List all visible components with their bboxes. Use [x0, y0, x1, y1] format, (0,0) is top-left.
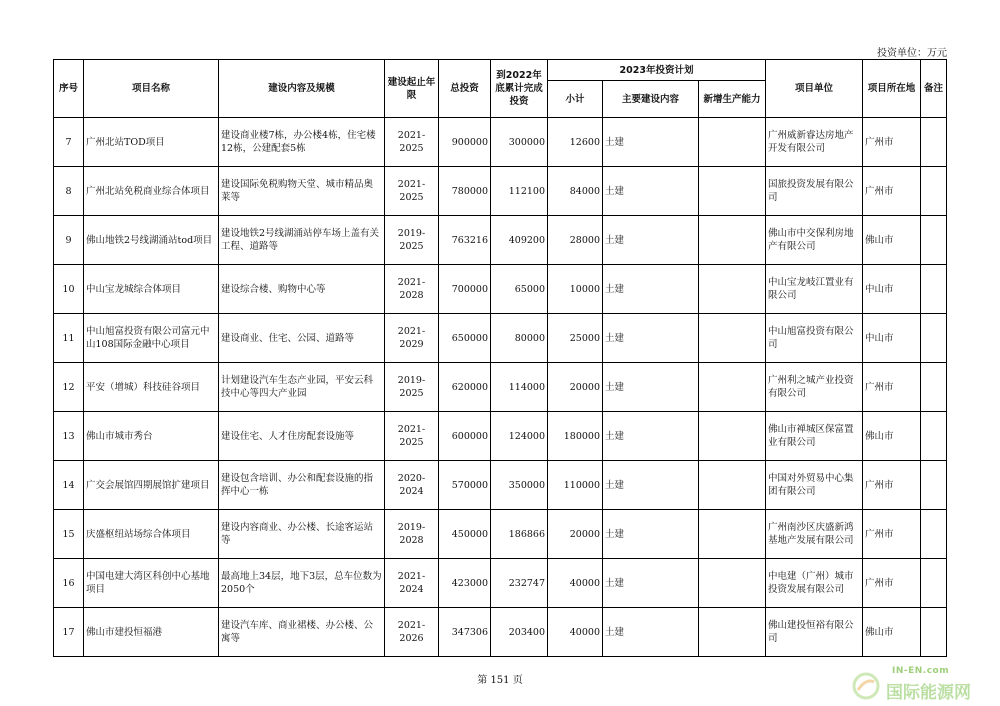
- row-unit: 佛山建投恒裕有限公司: [766, 608, 863, 657]
- row-main-content: 土建: [603, 363, 699, 412]
- row-cumulative: 65000: [491, 265, 548, 314]
- col-header-total: 总投资: [439, 60, 491, 118]
- watermark: [852, 664, 998, 702]
- row-new-capacity: [699, 265, 766, 314]
- row-unit: 中国对外贸易中心集团有限公司: [766, 461, 863, 510]
- row-subtotal: 110000: [548, 461, 603, 510]
- row-name: 庆盛枢纽站场综合体项目: [84, 510, 219, 559]
- row-seq: 8: [54, 167, 84, 216]
- row-name: 佛山市建投恒福港: [84, 608, 219, 657]
- row-location: 广州市: [863, 167, 921, 216]
- table-row: [54, 167, 947, 216]
- col-header-name: 项目名称: [84, 60, 219, 118]
- row-period: 2019-2025: [385, 216, 439, 265]
- row-location: 广州市: [863, 118, 921, 167]
- row-location: 中山市: [863, 265, 921, 314]
- row-subtotal: 40000: [548, 608, 603, 657]
- row-main-content: 土建: [603, 265, 699, 314]
- row-name: 佛山地铁2号线湖涌站tod项目: [84, 216, 219, 265]
- row-content: 建设住宅、人才住房配套设施等: [219, 412, 385, 461]
- col-header-main-content: 主要建设内容: [603, 81, 699, 118]
- row-content: 建设地铁2号线湖涌站停车场上盖有关工程、道路等: [219, 216, 385, 265]
- row-main-content: 土建: [603, 461, 699, 510]
- row-period: 2021-2029: [385, 314, 439, 363]
- row-main-content: 土建: [603, 118, 699, 167]
- row-total: 347306: [439, 608, 491, 657]
- watermark-domain: IN-EN.com: [892, 666, 950, 676]
- row-unit: 广州南沙区庆盛新鸿基地产发展有限公司: [766, 510, 863, 559]
- investment-unit-label: 投资单位：万元: [877, 48, 947, 59]
- row-remark: [921, 216, 947, 265]
- row-remark: [921, 412, 947, 461]
- row-period: 2021-2028: [385, 265, 439, 314]
- row-main-content: 土建: [603, 510, 699, 559]
- row-name: 广州北站免税商业综合体项目: [84, 167, 219, 216]
- row-name: 中国电建大湾区科创中心基地项目: [84, 559, 219, 608]
- row-main-content: 土建: [603, 608, 699, 657]
- row-cumulative: 114000: [491, 363, 548, 412]
- row-name: 平安（增城）科技硅谷项目: [84, 363, 219, 412]
- row-location: 广州市: [863, 461, 921, 510]
- row-content: 建设综合楼、购物中心等: [219, 265, 385, 314]
- row-content: 建设国际免税购物天堂、城市精品奥莱等: [219, 167, 385, 216]
- row-subtotal: 20000: [548, 510, 603, 559]
- row-total: 780000: [439, 167, 491, 216]
- row-subtotal: 40000: [548, 559, 603, 608]
- row-remark: [921, 510, 947, 559]
- investment-plan-table: [53, 59, 947, 657]
- row-unit: 广州利之城产业投资有限公司: [766, 363, 863, 412]
- row-main-content: 土建: [603, 314, 699, 363]
- col-header-seq: 序号: [54, 60, 84, 118]
- row-total: 450000: [439, 510, 491, 559]
- table-row: [54, 363, 947, 412]
- col-header-location: 项目所在地: [863, 60, 921, 118]
- row-subtotal: 12600: [548, 118, 603, 167]
- row-content: 最高地上34层，地下3层，总车位数为2050个: [219, 559, 385, 608]
- row-total: 570000: [439, 461, 491, 510]
- col-header-cumulative: 到2022年底累计完成投资: [491, 60, 548, 118]
- row-subtotal: 10000: [548, 265, 603, 314]
- row-period: 2021-2026: [385, 608, 439, 657]
- row-content: 建设包含培训、办公和配套设施的指挥中心一栋: [219, 461, 385, 510]
- row-total: 763216: [439, 216, 491, 265]
- col-header-period: 建设起止年限: [385, 60, 439, 118]
- row-remark: [921, 167, 947, 216]
- row-main-content: 土建: [603, 216, 699, 265]
- row-seq: 14: [54, 461, 84, 510]
- row-total: 423000: [439, 559, 491, 608]
- row-unit: 国旅投资发展有限公司: [766, 167, 863, 216]
- row-new-capacity: [699, 510, 766, 559]
- row-period: 2021-2025: [385, 118, 439, 167]
- row-remark: [921, 363, 947, 412]
- row-period: 2021-2025: [385, 412, 439, 461]
- col-header-subtotal: 小计: [548, 81, 603, 118]
- col-header-content: 建设内容及规模: [219, 60, 385, 118]
- col-header-new-capacity: 新增生产能力: [699, 81, 766, 118]
- row-subtotal: 20000: [548, 363, 603, 412]
- row-cumulative: 409200: [491, 216, 548, 265]
- row-seq: 7: [54, 118, 84, 167]
- row-unit: 中山宝龙岐江置业有限公司: [766, 265, 863, 314]
- row-seq: 13: [54, 412, 84, 461]
- row-subtotal: 25000: [548, 314, 603, 363]
- row-content: 建设汽车库、商业裙楼、办公楼、公寓等: [219, 608, 385, 657]
- page-number: 第 151 页: [477, 675, 523, 686]
- table-row: [54, 608, 947, 657]
- row-period: 2019-2028: [385, 510, 439, 559]
- row-subtotal: 84000: [548, 167, 603, 216]
- row-main-content: 土建: [603, 559, 699, 608]
- row-name: 中山旭富投资有限公司富元中山108国际金融中心项目: [84, 314, 219, 363]
- row-new-capacity: [699, 363, 766, 412]
- table-row: [54, 412, 947, 461]
- table-row: [54, 118, 947, 167]
- row-location: 佛山市: [863, 608, 921, 657]
- table-row: [54, 314, 947, 363]
- row-period: 2020-2024: [385, 461, 439, 510]
- row-unit: 中电建（广州）城市投资发展有限公司: [766, 559, 863, 608]
- row-seq: 11: [54, 314, 84, 363]
- row-total: 900000: [439, 118, 491, 167]
- header-row: [54, 60, 947, 81]
- watermark-logo-icon: [852, 672, 880, 700]
- row-location: 广州市: [863, 559, 921, 608]
- row-seq: 10: [54, 265, 84, 314]
- row-remark: [921, 118, 947, 167]
- row-remark: [921, 314, 947, 363]
- row-unit: 佛山市禅城区保富置业有限公司: [766, 412, 863, 461]
- row-cumulative: 186866: [491, 510, 548, 559]
- row-total: 600000: [439, 412, 491, 461]
- watermark-name: 国际能源网: [886, 683, 971, 703]
- row-period: 2021-2025: [385, 167, 439, 216]
- row-subtotal: 180000: [548, 412, 603, 461]
- row-main-content: 土建: [603, 167, 699, 216]
- row-cumulative: 232747: [491, 559, 548, 608]
- row-unit: 广州威新睿达房地产开发有限公司: [766, 118, 863, 167]
- row-location: 中山市: [863, 314, 921, 363]
- row-new-capacity: [699, 118, 766, 167]
- table-row: [54, 559, 947, 608]
- row-period: 2019-2025: [385, 363, 439, 412]
- row-cumulative: 300000: [491, 118, 548, 167]
- row-content: 建设内容商业、办公楼、长途客运站等: [219, 510, 385, 559]
- row-seq: 16: [54, 559, 84, 608]
- row-name: 广州北站TOD项目: [84, 118, 219, 167]
- row-seq: 12: [54, 363, 84, 412]
- row-seq: 9: [54, 216, 84, 265]
- row-new-capacity: [699, 412, 766, 461]
- row-total: 650000: [439, 314, 491, 363]
- row-new-capacity: [699, 559, 766, 608]
- row-cumulative: 124000: [491, 412, 548, 461]
- row-unit: 佛山市中交保利房地产有限公司: [766, 216, 863, 265]
- row-name: 广交会展馆四期展馆扩建项目: [84, 461, 219, 510]
- row-content: 建设商业、住宅、公园、道路等: [219, 314, 385, 363]
- row-subtotal: 28000: [548, 216, 603, 265]
- row-cumulative: 350000: [491, 461, 548, 510]
- col-header-remark: 备注: [921, 60, 947, 118]
- col-header-unit: 项目单位: [766, 60, 863, 118]
- row-cumulative: 112100: [491, 167, 548, 216]
- row-new-capacity: [699, 216, 766, 265]
- row-period: 2021-2024: [385, 559, 439, 608]
- table-row: [54, 216, 947, 265]
- row-new-capacity: [699, 461, 766, 510]
- table-row: [54, 510, 947, 559]
- row-location: 佛山市: [863, 216, 921, 265]
- row-total: 620000: [439, 363, 491, 412]
- row-location: 广州市: [863, 510, 921, 559]
- table-row: [54, 461, 947, 510]
- table-row: [54, 265, 947, 314]
- row-cumulative: 203400: [491, 608, 548, 657]
- row-total: 700000: [439, 265, 491, 314]
- row-remark: [921, 265, 947, 314]
- row-new-capacity: [699, 167, 766, 216]
- row-main-content: 土建: [603, 412, 699, 461]
- row-remark: [921, 608, 947, 657]
- row-content: 计划建设汽车生态产业园，平安云科技中心等四大产业园: [219, 363, 385, 412]
- row-location: 广州市: [863, 363, 921, 412]
- row-unit: 中山旭富投资有限公司: [766, 314, 863, 363]
- row-name: 中山宝龙城综合体项目: [84, 265, 219, 314]
- row-new-capacity: [699, 314, 766, 363]
- row-cumulative: 80000: [491, 314, 548, 363]
- row-seq: 17: [54, 608, 84, 657]
- row-remark: [921, 559, 947, 608]
- row-new-capacity: [699, 608, 766, 657]
- row-name: 佛山市城市秀台: [84, 412, 219, 461]
- row-content: 建设商业楼7栋，办公楼4栋，住宅楼12栋，公建配套5栋: [219, 118, 385, 167]
- row-remark: [921, 461, 947, 510]
- col-header-plan2023: 2023年投资计划: [548, 60, 766, 81]
- row-location: 佛山市: [863, 412, 921, 461]
- row-seq: 15: [54, 510, 84, 559]
